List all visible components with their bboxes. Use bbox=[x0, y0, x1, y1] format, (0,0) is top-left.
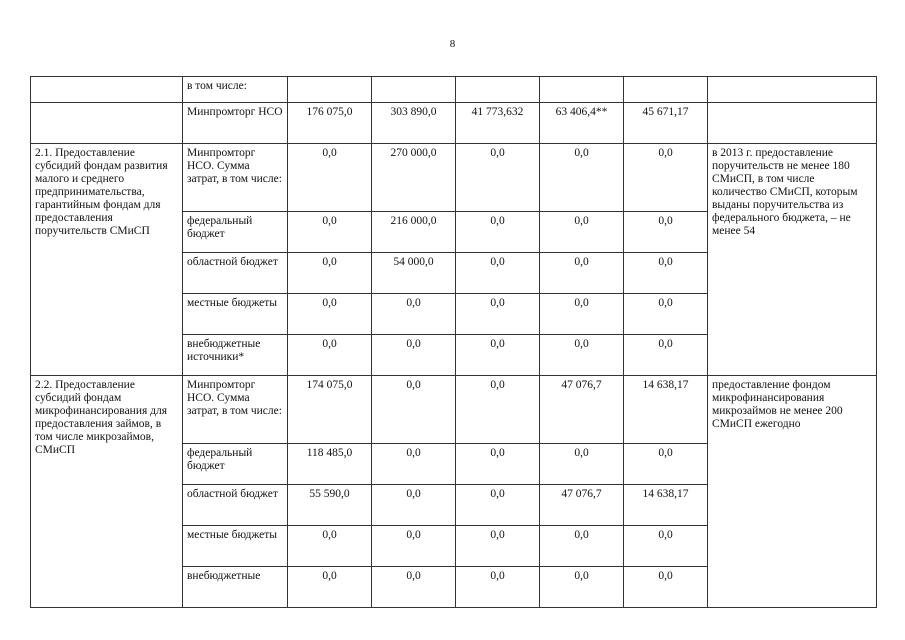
value-cell: 0,0 bbox=[372, 335, 456, 376]
value-cell: 0,0 bbox=[288, 335, 372, 376]
value-cell: 216 000,0 bbox=[372, 212, 456, 253]
measure-cell bbox=[31, 103, 183, 144]
value-cell: 0,0 bbox=[288, 526, 372, 567]
table-row bbox=[31, 144, 877, 212]
table-row bbox=[31, 77, 877, 103]
value-cell: 0,0 bbox=[540, 335, 624, 376]
value-cell: 0,0 bbox=[540, 567, 624, 608]
measure-cell: 2.2. Предоставление субсидий фондам микрофинансирования для предоставления займов, в том числе микрозаймов, СМиСП bbox=[31, 376, 183, 608]
value-cell: 0,0 bbox=[372, 294, 456, 335]
value-cell: 176 075,0 bbox=[288, 103, 372, 144]
value-cell: 0,0 bbox=[288, 253, 372, 294]
source-cell: Минпромторг НСО bbox=[183, 103, 288, 144]
value-cell: 0,0 bbox=[372, 376, 456, 444]
value-cell: 0,0 bbox=[540, 444, 624, 485]
value-cell: 0,0 bbox=[288, 294, 372, 335]
value-cell: 0,0 bbox=[456, 376, 540, 444]
source-cell: областной бюджет bbox=[183, 253, 288, 294]
table-body bbox=[31, 77, 877, 608]
source-cell: внебюджетные источники* bbox=[183, 335, 288, 376]
value-cell: 0,0 bbox=[288, 212, 372, 253]
value-cell: 0,0 bbox=[540, 526, 624, 567]
value-cell: 0,0 bbox=[624, 253, 708, 294]
value-cell: 0,0 bbox=[372, 567, 456, 608]
value-cell: 0,0 bbox=[624, 567, 708, 608]
value-cell: 0,0 bbox=[288, 567, 372, 608]
value-cell: 0,0 bbox=[624, 526, 708, 567]
measure-cell bbox=[31, 77, 183, 103]
result-cell bbox=[708, 103, 877, 144]
table-row bbox=[31, 103, 877, 144]
budget-table bbox=[30, 76, 877, 608]
value-cell: 174 075,0 bbox=[288, 376, 372, 444]
source-cell: Минпромторг НСО. Сумма затрат, в том числе: bbox=[183, 376, 288, 444]
including-label: в том числе: bbox=[183, 77, 288, 103]
value-cell: 0,0 bbox=[456, 485, 540, 526]
value-cell: 118 485,0 bbox=[288, 444, 372, 485]
source-cell: федеральный бюджет bbox=[183, 444, 288, 485]
source-cell: внебюджетные bbox=[183, 567, 288, 608]
value-cell: 47 076,7 bbox=[540, 376, 624, 444]
source-cell: федеральный бюджет bbox=[183, 212, 288, 253]
value-cell: 0,0 bbox=[624, 444, 708, 485]
value-cell: 0,0 bbox=[456, 144, 540, 212]
value-cell: 0,0 bbox=[540, 294, 624, 335]
value-cell: 0,0 bbox=[456, 294, 540, 335]
value-cell: 47 076,7 bbox=[540, 485, 624, 526]
table-row bbox=[31, 376, 877, 444]
value-cell: 0,0 bbox=[456, 444, 540, 485]
value-cell: 0,0 bbox=[372, 526, 456, 567]
value-cell: 0,0 bbox=[624, 144, 708, 212]
value-cell: 0,0 bbox=[456, 253, 540, 294]
source-cell: местные бюджеты bbox=[183, 294, 288, 335]
value-cell: 14 638,17 bbox=[624, 376, 708, 444]
value-cell: 0,0 bbox=[540, 144, 624, 212]
value-cell: 270 000,0 bbox=[372, 144, 456, 212]
value-cell: 0,0 bbox=[540, 253, 624, 294]
value-cell: 0,0 bbox=[372, 444, 456, 485]
value-cell: 0,0 bbox=[372, 485, 456, 526]
value-cell: 45 671,17 bbox=[624, 103, 708, 144]
page-number: 8 bbox=[449, 38, 456, 50]
value-cell: 14 638,17 bbox=[624, 485, 708, 526]
value-cell: 55 590,0 bbox=[288, 485, 372, 526]
value-cell: 0,0 bbox=[624, 294, 708, 335]
value-cell: 0,0 bbox=[456, 526, 540, 567]
value-cell: 0,0 bbox=[288, 144, 372, 212]
source-cell: Минпромторг НСО. Сумма затрат, в том числе: bbox=[183, 144, 288, 212]
source-cell: местные бюджеты bbox=[183, 526, 288, 567]
value-cell: 0,0 bbox=[540, 212, 624, 253]
result-cell: предоставление фондом микрофинансирования микрозаймов не менее 200 СМиСП ежегодно bbox=[708, 376, 877, 608]
value-cell: 54 000,0 bbox=[372, 253, 456, 294]
value-cell: 0,0 bbox=[624, 212, 708, 253]
source-cell: областной бюджет bbox=[183, 485, 288, 526]
value-cell: 0,0 bbox=[624, 335, 708, 376]
result-cell: в 2013 г. предоставление поручительств не менее 180 СМиСП, в том числе количество СМиСП, которым выданы поручительства из федерального бюджета, – не менее 54 bbox=[708, 144, 877, 376]
value-cell: 0,0 bbox=[456, 567, 540, 608]
value-cell: 0,0 bbox=[456, 212, 540, 253]
value-cell: 0,0 bbox=[456, 335, 540, 376]
measure-cell: 2.1. Предоставление субсидий фондам развития малого и среднего предпринимательства, гарантийным фондам для предоставления поручительств СМиСП bbox=[31, 144, 183, 376]
value-cell: 303 890,0 bbox=[372, 103, 456, 144]
value-cell: 63 406,4** bbox=[540, 103, 624, 144]
value-cell: 41 773,632 bbox=[456, 103, 540, 144]
